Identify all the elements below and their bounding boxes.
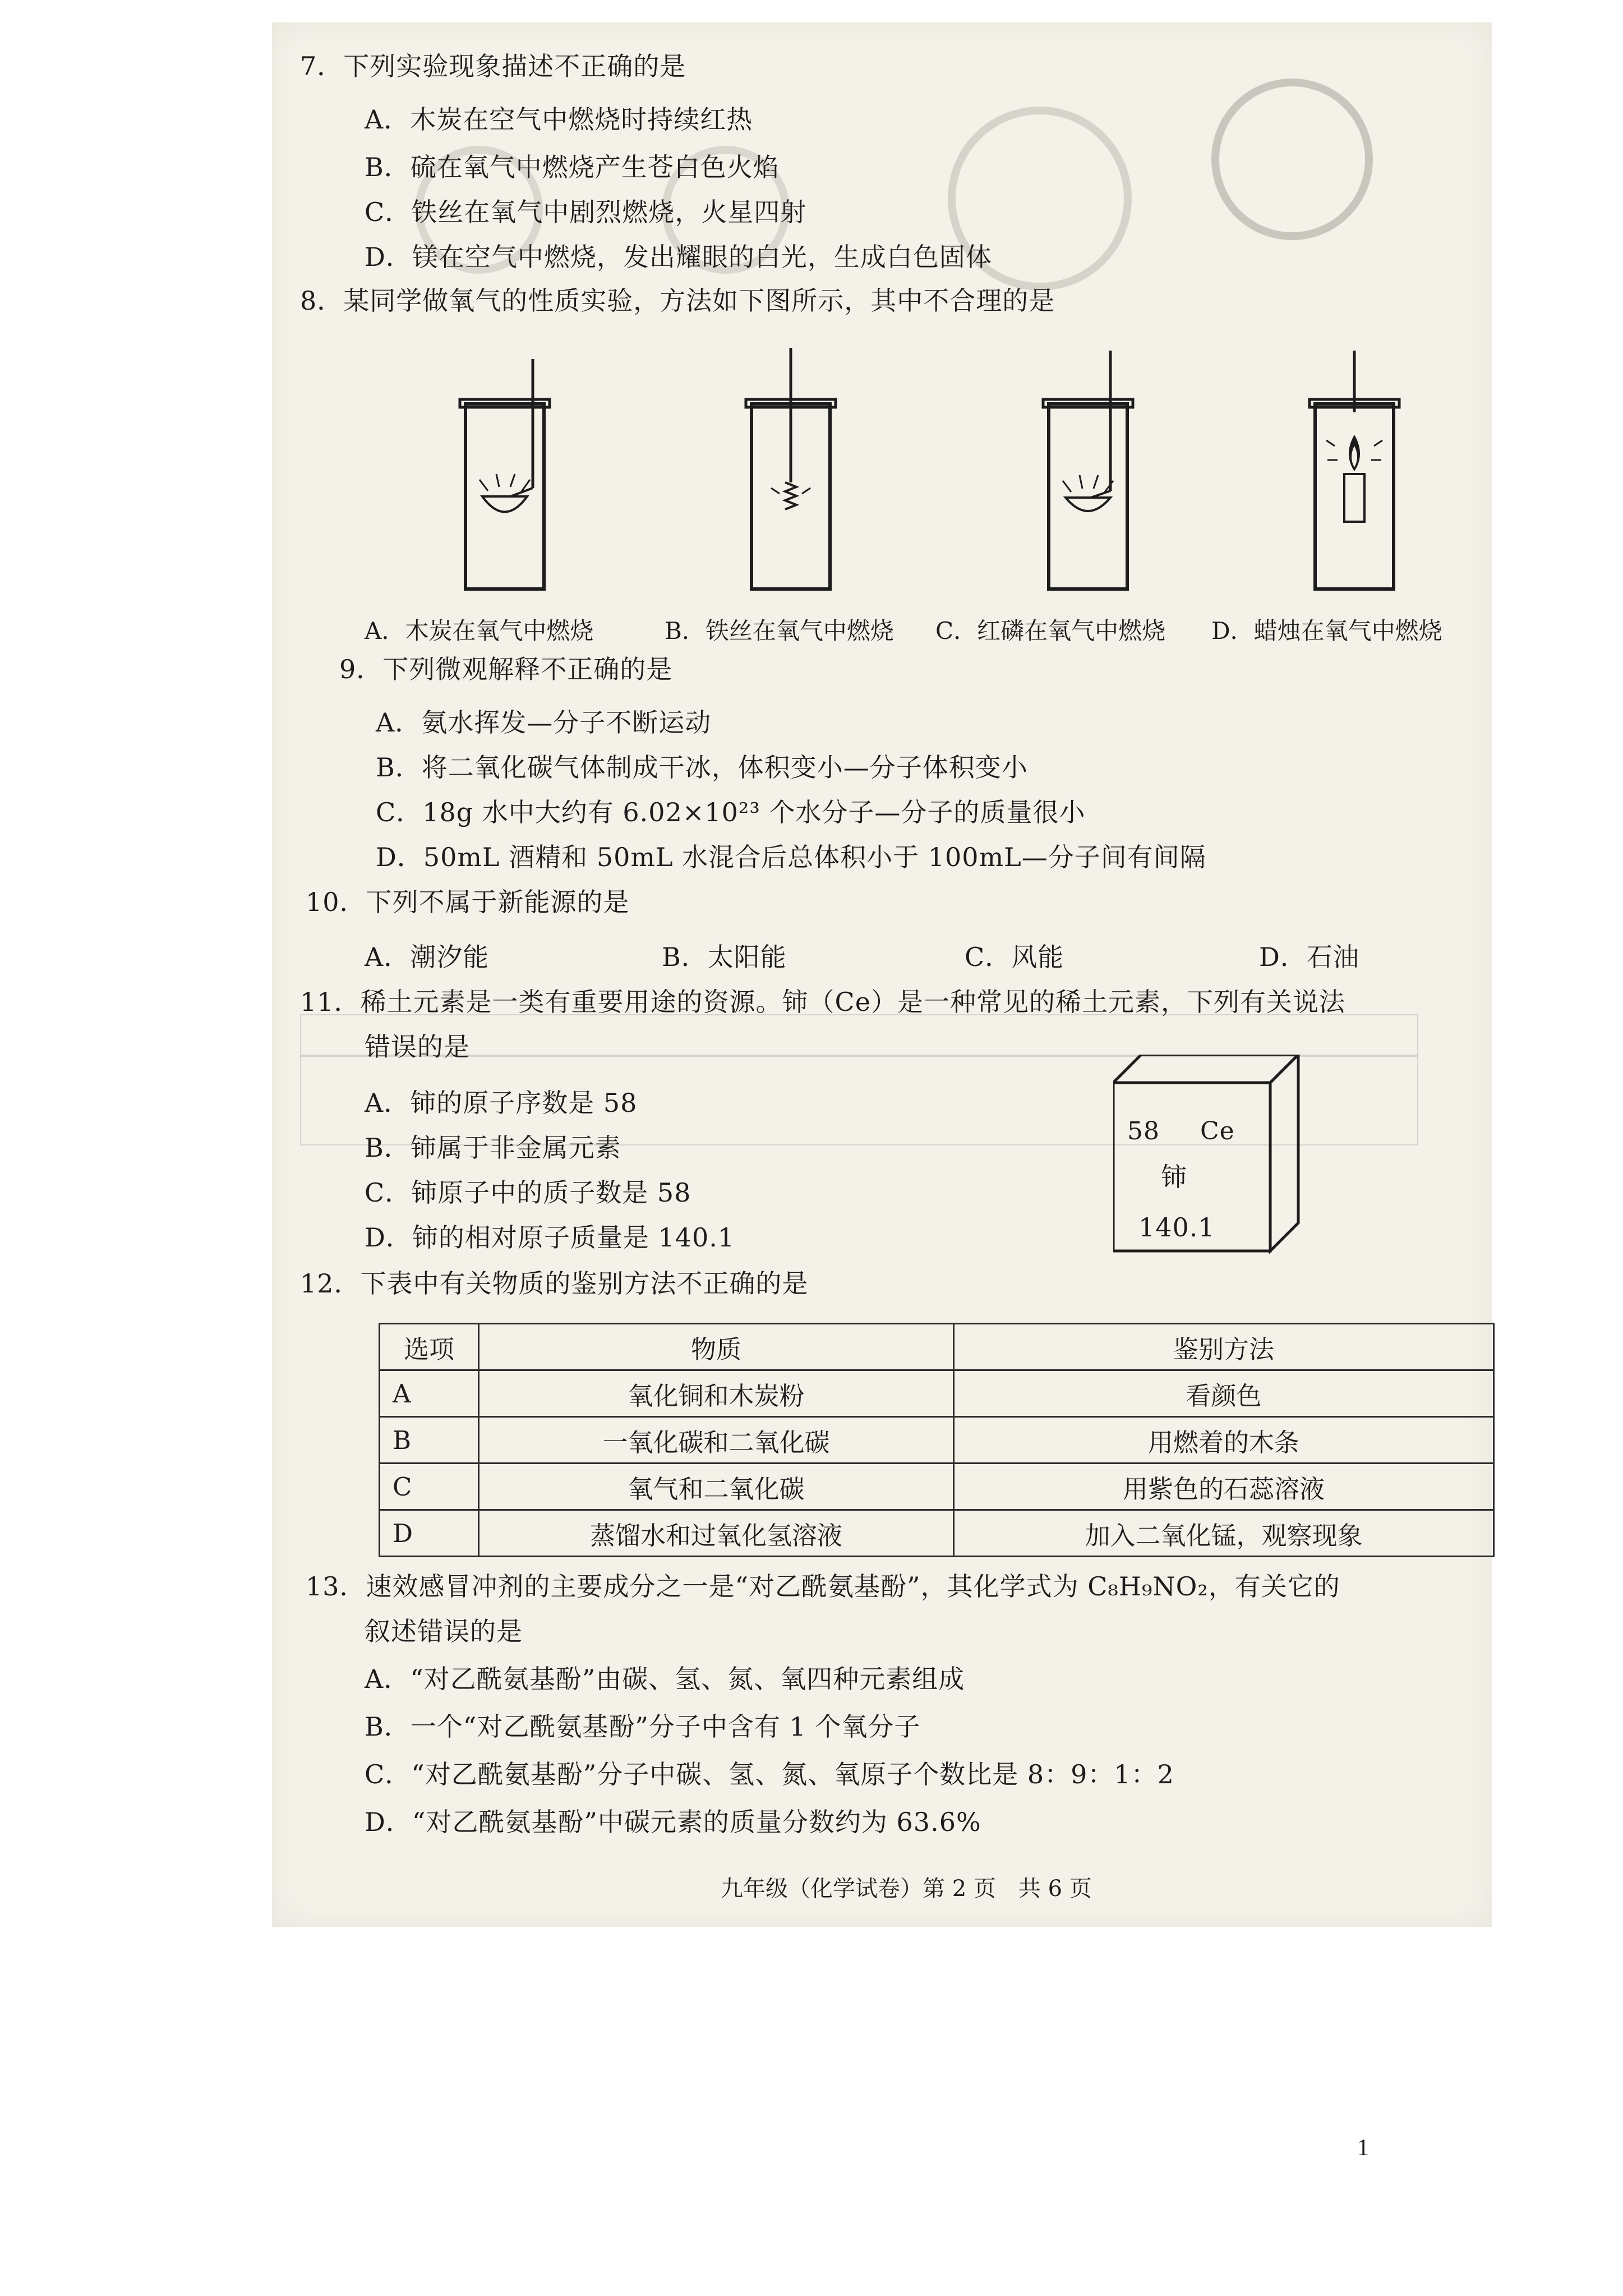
cell-method: 用燃着的木条 xyxy=(954,1417,1494,1464)
q10-option-c: C．风能 xyxy=(965,942,1064,972)
q8-caption-a: A．木炭在氧气中燃烧 xyxy=(365,617,594,645)
q9-option-b: B．将二氧化碳气体制成干冰，体积变小—分子体积变小 xyxy=(376,752,1028,783)
cell-substance: 氧气和二氧化碳 xyxy=(479,1464,954,1510)
q8-caption-b: B．铁丝在氧气中燃烧 xyxy=(665,617,894,645)
q13-stem-line1: 13．速效感冒冲剂的主要成分之一是“对乙酰氨基酚”，其化学式为 C₈H₉NO₂，有关它的 xyxy=(306,1571,1340,1602)
page-number: 1 xyxy=(1357,2135,1369,2161)
cell-option: C xyxy=(380,1464,479,1510)
jar-d-candle-illustration xyxy=(1304,351,1410,595)
q9-stem: 9．下列微观解释不正确的是 xyxy=(339,654,673,684)
q11-option-b: B．铈属于非金属元素 xyxy=(365,1133,621,1163)
element-atomic-number: 58 xyxy=(1127,1117,1160,1145)
q7-option-a: A．木炭在空气中燃烧时持续红热 xyxy=(365,104,753,135)
q11-option-c: C．铈原子中的质子数是 58 xyxy=(365,1177,691,1208)
q12-stem: 12．下表中有关物质的鉴别方法不正确的是 xyxy=(300,1268,809,1299)
q7-option-d: D．镁在空气中燃烧，发出耀眼的白光，生成白色固体 xyxy=(365,242,992,272)
q7-stem: 7．下列实验现象描述不正确的是 xyxy=(300,51,686,81)
q11-option-d: D．铈的相对原子质量是 140.1 xyxy=(365,1222,735,1253)
q7-option-b: B．硫在氧气中燃烧产生苍白色火焰 xyxy=(365,152,780,182)
q13-stem-line2: 叙述错误的是 xyxy=(365,1616,523,1646)
table-row xyxy=(380,1370,1494,1417)
q10-option-a: A．潮汐能 xyxy=(365,942,490,972)
cell-method: 用紫色的石蕊溶液 xyxy=(954,1464,1494,1510)
table-row xyxy=(380,1417,1494,1464)
table-row xyxy=(380,1464,1494,1510)
q8-stem: 8．某同学做氧气的性质实验，方法如下图所示，其中不合理的是 xyxy=(300,286,1055,316)
jar-a-charcoal-illustration xyxy=(454,359,555,595)
cell-option: D xyxy=(380,1510,479,1557)
page-footer: 九年级（化学试卷）第 2 页 共 6 页 xyxy=(721,1876,1092,1902)
cell-option: A xyxy=(380,1370,479,1417)
q7-option-c: C．铁丝在氧气中剧烈燃烧，火星四射 xyxy=(365,197,807,227)
q8-caption-c: C．红磷在氧气中燃烧 xyxy=(935,617,1166,645)
table-header-row xyxy=(380,1324,1494,1370)
cell-substance: 氧化铜和木炭粉 xyxy=(479,1370,954,1417)
q11-stem-line2: 错误的是 xyxy=(365,1032,470,1062)
cell-option: B xyxy=(380,1417,479,1464)
cell-substance: 一氧化碳和二氧化碳 xyxy=(479,1417,954,1464)
cell-method: 加入二氧化锰，观察现象 xyxy=(954,1510,1494,1557)
jar-c-red-phosphorus-illustration xyxy=(1038,351,1144,595)
q11-stem-line1: 11．稀土元素是一类有重要用途的资源。铈（Ce）是一种常见的稀土元素，下列有关说法 xyxy=(300,987,1345,1017)
q9-option-c: C．18g 水中大约有 6.02×10²³ 个水分子—分子的质量很小 xyxy=(376,797,1086,827)
q10-option-b: B．太阳能 xyxy=(662,942,787,972)
q13-option-c: C．“对乙酰氨基酚”分子中碳、氢、氮、氧原子个数比是 8：9：1：2 xyxy=(365,1759,1174,1789)
jar-b-iron-wire-illustration xyxy=(740,348,841,595)
header-option: 选项 xyxy=(380,1324,479,1370)
header-substance: 物质 xyxy=(479,1324,954,1370)
q9-option-a: A．氨水挥发—分子不断运动 xyxy=(376,707,712,738)
element-atomic-mass: 140.1 xyxy=(1138,1212,1215,1243)
bleed-through-no-smoking-icon xyxy=(1211,79,1373,240)
cell-method: 看颜色 xyxy=(954,1370,1494,1417)
q13-option-a: A．“对乙酰氨基酚”由碳、氢、氮、氧四种元素组成 xyxy=(365,1664,965,1694)
q13-option-b: B．一个“对乙酰氨基酚”分子中含有 1 个氧分子 xyxy=(365,1711,921,1742)
cell-substance: 蒸馏水和过氧化氢溶液 xyxy=(479,1510,954,1557)
q11-option-a: A．铈的原子序数是 58 xyxy=(365,1088,638,1118)
element-name: 铈 xyxy=(1161,1162,1187,1192)
q9-option-d: D．50mL 酒精和 50mL 水混合后总体积小于 100mL—分子间有间隔 xyxy=(376,842,1206,872)
element-symbol: Ce xyxy=(1200,1117,1235,1145)
q8-caption-d: D．蜡烛在氧气中燃烧 xyxy=(1211,617,1442,645)
q13-option-d: D．“对乙酰氨基酚”中碳元素的质量分数约为 63.6% xyxy=(365,1807,981,1837)
header-method: 鉴别方法 xyxy=(954,1324,1494,1370)
q10-stem: 10．下列不属于新能源的是 xyxy=(306,887,630,917)
table-row xyxy=(380,1510,1494,1557)
q10-option-d: D．石油 xyxy=(1259,942,1359,972)
identification-table xyxy=(379,1323,1495,1557)
